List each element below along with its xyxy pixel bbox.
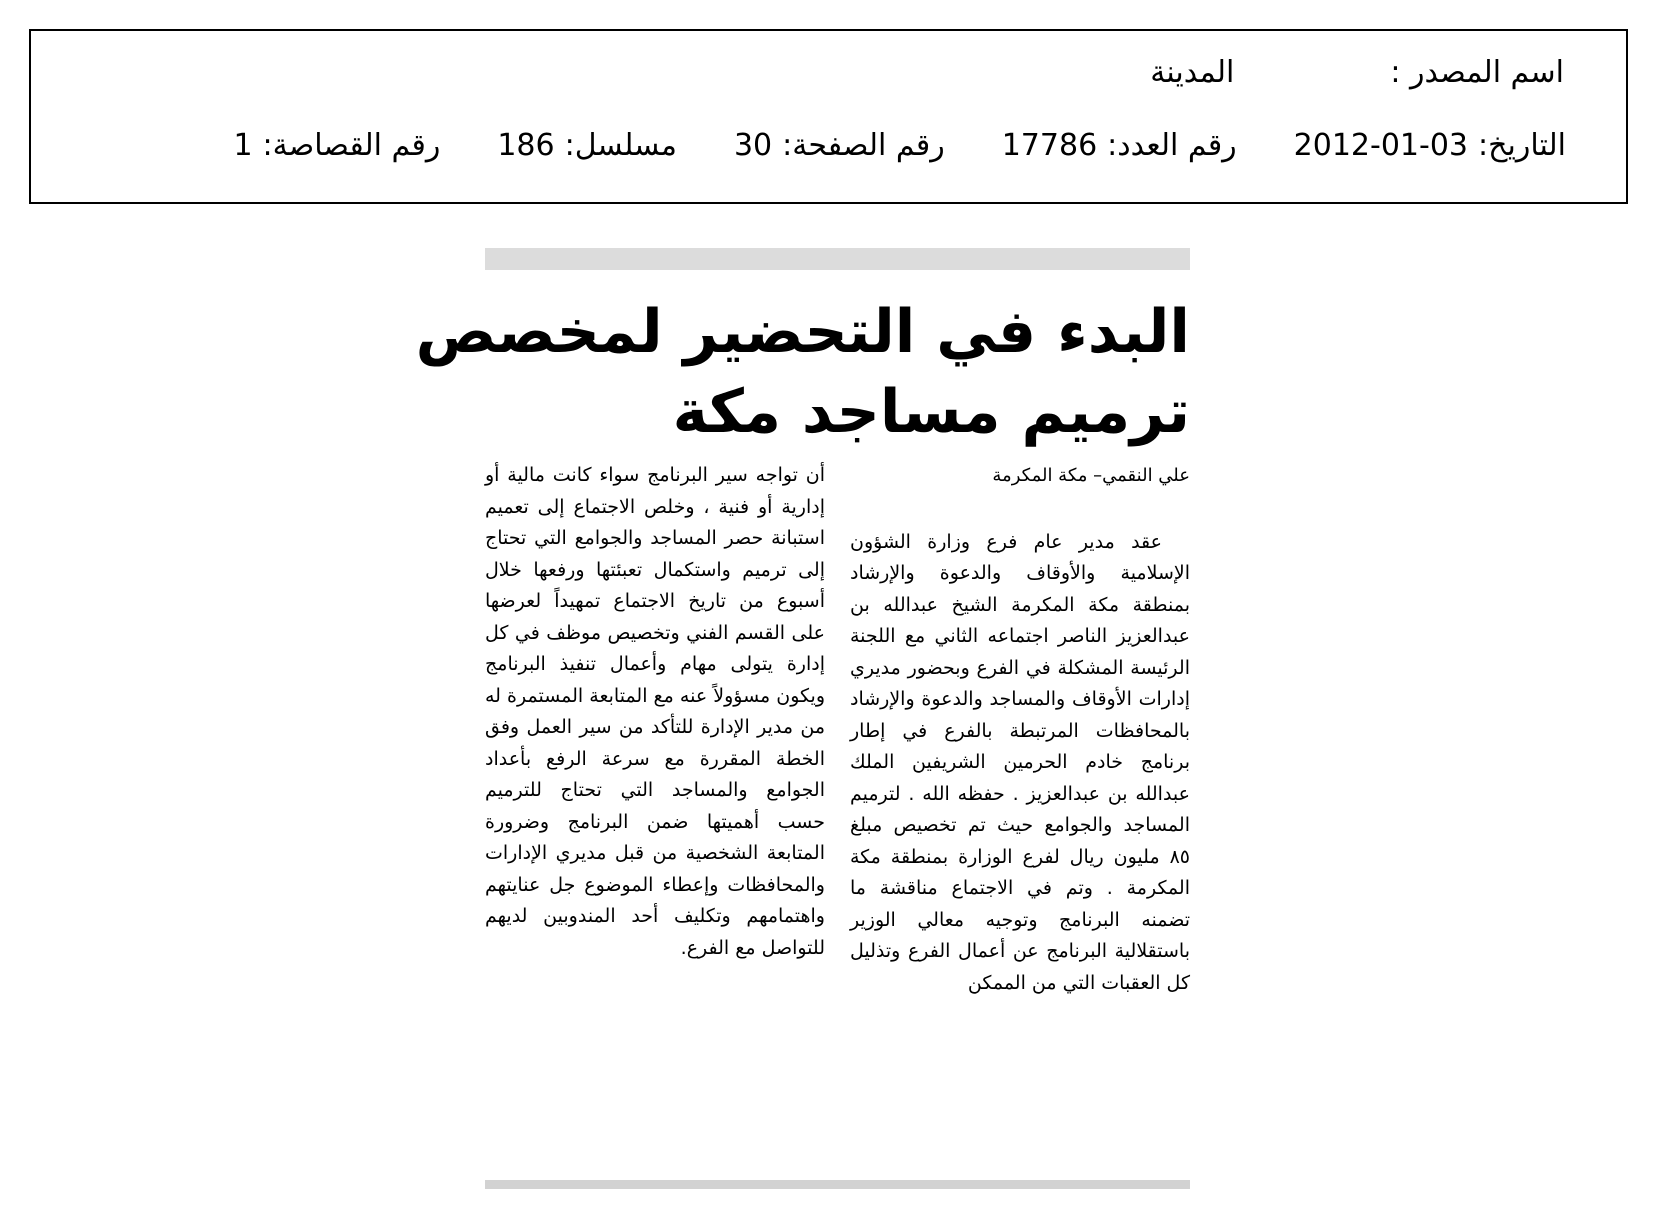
newspaper-clipping (415, 248, 1190, 1198)
clip-label: رقم القصاصة: (262, 128, 441, 163)
headline-line-1: البدء في التحضير لمخصص (415, 297, 1190, 367)
source-label: اسم المصدر : (1390, 55, 1564, 90)
date-field (1294, 128, 1566, 163)
clipping-top-rule (485, 248, 1190, 270)
article-text-left: أن تواجه سير البرنامج سواء كانت مالية أو إدارية أو فنية ، وخلص الاجتماع إلى تعميم استبانة حصر المساجد والجوامع التي تحتاج إلى ترميم واستكمال تعبئتها ورفعها خلال أسبوع من تاريخ الاجتماع تمهيداً لعرضها على القسم الفني وتخصيص موظف في كل إدارة يتولى مهام وأعمال تنفيذ البرنامج ويكون مسؤولاً عنه مع المتابعة المستمرة له من مدير الإدارة للتأكد من سير العمل وفق الخطة المقررة مع سرعة الرفع بأعداد الجوامع والمساجد التي تحتاج للترميم حسب أهميتها ضمن البرنامج وضرورة المتابعة الشخصية من قبل مديري الإدارات والمحافظات وإعطاء الموضوع جل عنايتهم واهتمامهم وتكليف أحد المندوبين لديهم للتواصل مع الفرع. (485, 464, 825, 959)
issue-label: رقم العدد: (1107, 128, 1237, 163)
clipping-bottom-rule (485, 1180, 1190, 1189)
date-value: 2012-01-03 (1293, 128, 1469, 163)
serial-field (497, 128, 677, 163)
page-field (734, 128, 945, 163)
article-headline (415, 292, 1190, 452)
article-column-left (485, 460, 825, 964)
page-value: 30 (733, 128, 773, 163)
source-value: المدينة (1150, 55, 1235, 90)
page-label: رقم الصفحة: (782, 128, 945, 163)
article-text-right: عقد مدير عام فرع وزارة الشؤون الإسلامية والأوقاف والدعوة والإرشاد بمنطقة مكة المكرمة الشيخ عبدالله بن عبدالعزيز الناصر اجتماعه الثاني مع اللجنة الرئيسة المشكلة في الفرع وبحضور مديري إدارات الأوقاف والمساجد والدعوة والإرشاد بالمحافظات المرتبطة بالفرع في إطار برنامج خادم الحرمين الشريفين الملك عبدالله بن عبدالعزيز . حفظه الله . لترميم المساجد والجوامع حيث تم تخصيص مبلغ ٨٥ مليون ريال لفرع الوزارة بمنطقة مكة المكرمة . وتم في الاجتماع مناقشة ما تضمنه البرنامج وتوجيه معالي الوزير باستقلالية البرنامج عن أعمال الفرع وتذليل كل العقبات التي من الممكن (850, 530, 1190, 994)
article-byline: علي النقمي– مكة المكرمة (992, 465, 1190, 486)
headline-line-2: ترميم مساجد مكة (672, 377, 1190, 447)
serial-value: 186 (497, 128, 555, 163)
date-label: التاريخ: (1478, 128, 1566, 163)
issue-value: 17786 (1001, 128, 1098, 163)
source-row (1150, 55, 1564, 90)
clip-value: 1 (233, 128, 253, 163)
serial-label: مسلسل: (564, 128, 677, 163)
article-column-right (850, 460, 1190, 999)
clip-field (233, 128, 440, 163)
issue-field (1002, 128, 1237, 163)
details-row (233, 128, 1566, 163)
clipping-metadata-box (29, 29, 1628, 204)
